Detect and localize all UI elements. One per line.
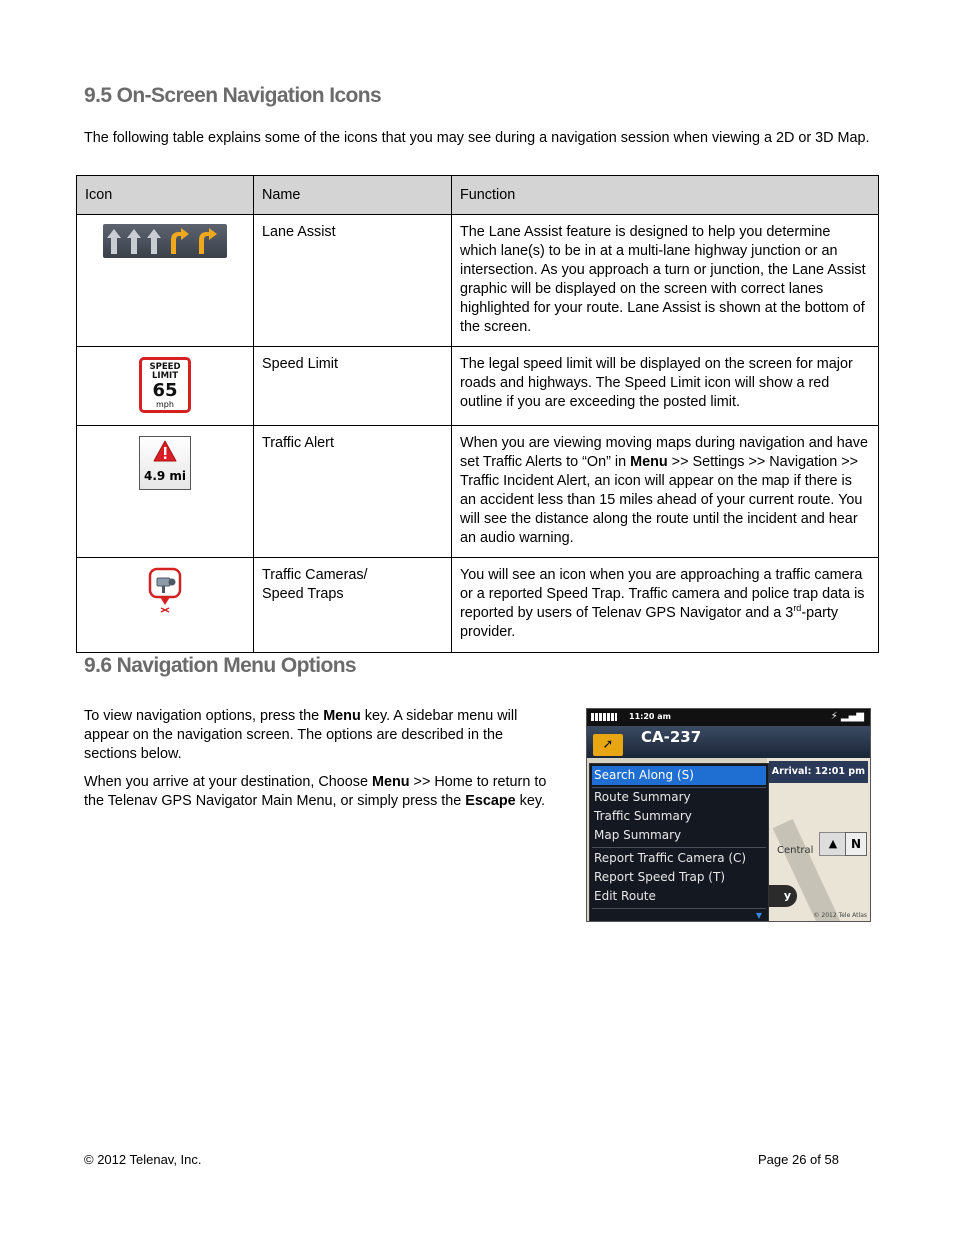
map-pill: y: [757, 885, 797, 907]
navigation-icons-table: [76, 175, 879, 653]
menu-item-map-summary[interactable]: Map Summary: [594, 828, 682, 842]
map-3d-icon: ▲: [819, 832, 847, 856]
footer-page-number: Page 26 of 58: [758, 1152, 839, 1167]
map-copyright: © 2012 Tele Atlas: [813, 912, 867, 919]
menu-item-route-summary[interactable]: Route Summary: [594, 790, 691, 804]
menu-divider: [592, 908, 766, 909]
menu-paragraph-1: To view navigation options, press the Menu key. A sidebar menu will appear on the navigation screen. The options are described in the sections below.: [84, 708, 518, 762]
icon-function: The Lane Assist feature is designed to help you determine which lane(s) to be in at a multi-lane highway junction or an intersection. As you approach a turn or junction, the Lane Assist graphic will be displayed on the screen with correct lanes highlighted for your route. Lane Assist is shown at the bottom of the screen.: [452, 215, 879, 347]
icon-name: Speed Limit: [254, 347, 452, 426]
lane-assist-icon: [103, 224, 227, 258]
road-name: CA-237: [641, 728, 702, 746]
battery-icon: [591, 713, 617, 721]
icon-name: Lane Assist: [254, 215, 452, 347]
table-row: [77, 347, 879, 426]
menu-paragraph-2: When you arrive at your destination, Choose Menu >> Home to return to the Telenav GPS Navigator Main Menu, or simply press the Escape key.: [84, 774, 547, 809]
icon-cell: [77, 215, 254, 347]
speed-limit-icon: [139, 357, 191, 413]
phone-status-bar: [587, 709, 870, 726]
menu-item-report-speed-trap[interactable]: Report Speed Trap (T): [594, 870, 726, 884]
footer-copyright: © 2012 Telenav, Inc.: [84, 1152, 202, 1167]
section-title-9-6: 9.6 Navigation Menu Options: [84, 654, 356, 677]
section-title-9-5: 9.5 On-Screen Navigation Icons: [84, 84, 382, 107]
menu-item-search-along[interactable]: Search Along (S): [592, 766, 766, 785]
menu-item-traffic-summary[interactable]: Traffic Summary: [594, 809, 692, 823]
table-row: [77, 215, 879, 347]
speed-sign-line1: SPEED: [149, 362, 181, 372]
navigation-menu-screenshot: [586, 708, 871, 922]
icon-name: Traffic Alert: [254, 426, 452, 558]
icon-name: Traffic Cameras/ Speed Traps: [254, 558, 452, 653]
table-header-row: [77, 176, 879, 215]
header-function: Function: [452, 176, 879, 215]
speed-sign-unit: mph: [156, 400, 174, 409]
turn-arrow-icon: ➚: [593, 734, 623, 756]
alert-distance: 4.9 mi: [143, 469, 187, 483]
menu-divider: [592, 847, 766, 848]
map-street-label: Central: [777, 845, 814, 856]
header-name: Name: [254, 176, 452, 215]
speed-sign-line2: LIMIT: [152, 371, 178, 381]
signal-icon: ⚡ ▂▄▆: [830, 711, 864, 722]
table-row: [77, 558, 879, 653]
speed-sign-value: 65: [152, 380, 178, 401]
arrival-time: Arrival: 12:01 pm: [769, 761, 868, 783]
sidebar-menu: [589, 763, 769, 922]
map-view: [767, 758, 870, 921]
route-header: [587, 726, 870, 758]
north-indicator: N: [845, 832, 867, 856]
menu-item-edit-route[interactable]: Edit Route: [594, 889, 656, 903]
icon-cell: [77, 347, 254, 426]
traffic-alert-icon: [139, 436, 191, 490]
scroll-down-icon[interactable]: ▼: [755, 911, 762, 920]
header-icon: Icon: [77, 176, 254, 215]
section-intro: The following table explains some of the icons that you may see during a navigation session when viewing a 2D or 3D Map.: [84, 130, 870, 146]
traffic-camera-icon: [148, 567, 182, 619]
icon-cell: [77, 558, 254, 653]
icon-cell: [77, 426, 254, 558]
icon-function: You will see an icon when you are approaching a traffic camera or a reported Speed Trap. Traffic camera and police trap data is reported by users of Telenav GPS Navigator and a 3rd-party provider.: [452, 558, 879, 653]
icon-function: When you are viewing moving maps during navigation and have set Traffic Alerts to “On” in Menu >> Settings >> Navigation >> Traffic Incident Alert, an icon will appear on the map if there is an accident less than 15 miles ahead of your current route. You will see the distance along the route until the incident and hear an audio warning.: [452, 426, 879, 558]
icon-function: The legal speed limit will be displayed on the screen for major roads and highways. The Speed Limit icon will show a red outline if you are exceeding the posted limit.: [452, 347, 879, 426]
menu-item-report-traffic-camera[interactable]: Report Traffic Camera (C): [594, 851, 747, 865]
table-row: [77, 426, 879, 558]
status-time: 11:20 am: [629, 712, 671, 721]
